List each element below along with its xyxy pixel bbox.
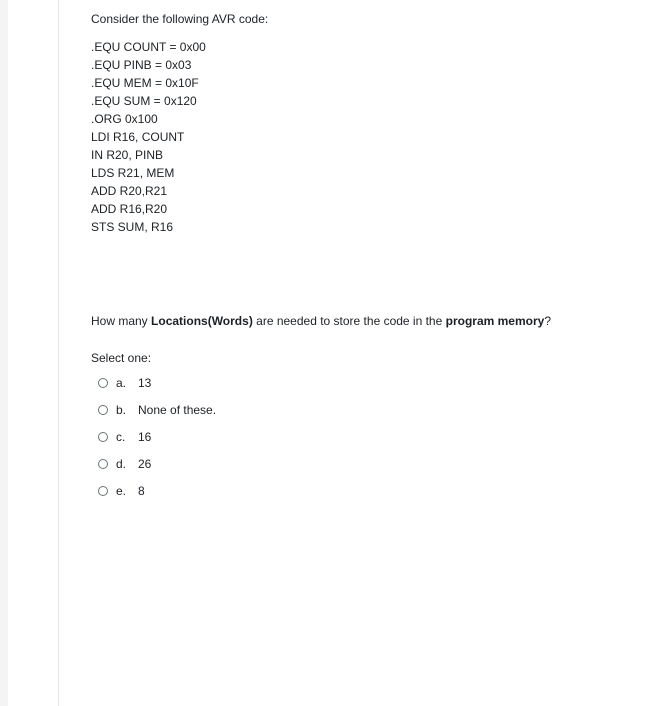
code-line: .ORG 0x100 <box>91 112 158 126</box>
prompt-bold-locations: Locations(Words) <box>151 314 253 328</box>
radio-button-icon[interactable] <box>98 459 108 469</box>
code-line: ADD R16,R20 <box>91 202 168 216</box>
radio-button-icon[interactable] <box>98 378 108 388</box>
answer-options <box>91 369 631 504</box>
option-text: 13 <box>138 375 152 390</box>
radio-button-icon[interactable] <box>98 405 108 415</box>
code-line: .EQU MEM = 0x10F <box>91 76 199 90</box>
prompt-text: How many <box>91 314 152 328</box>
answer-option-d[interactable] <box>91 450 631 477</box>
answer-option-b[interactable] <box>91 396 631 423</box>
code-line: .EQU PINB = 0x03 <box>91 58 192 72</box>
option-letter: a. <box>116 375 127 390</box>
radio-button-icon[interactable] <box>98 432 108 442</box>
prompt-bold-program-memory: program memory <box>445 314 545 328</box>
code-line: IN R20, PINB <box>91 148 164 162</box>
answer-option-e[interactable] <box>91 477 631 504</box>
prompt-text: are needed to store the code in the <box>252 314 446 328</box>
code-line: .EQU COUNT = 0x00 <box>91 40 206 54</box>
code-line: .EQU SUM = 0x120 <box>91 94 197 108</box>
option-text: 16 <box>138 429 152 444</box>
option-text: 26 <box>138 456 152 471</box>
option-letter: b. <box>116 402 127 417</box>
code-block <box>91 38 631 236</box>
code-line: ADD R20,R21 <box>91 184 168 198</box>
option-text: 8 <box>138 483 145 498</box>
code-line: LDI R16, COUNT <box>91 130 185 144</box>
question-prompt <box>91 312 631 330</box>
select-one-label: Select one: <box>91 351 152 365</box>
prompt-text: ? <box>544 314 552 328</box>
option-letter: e. <box>116 483 127 498</box>
code-line: STS SUM, R16 <box>91 220 174 234</box>
radio-button-icon[interactable] <box>98 486 108 496</box>
question-intro: Consider the following AVR code: <box>91 12 269 26</box>
page-left-margin <box>0 0 8 706</box>
option-letter: c. <box>116 429 126 444</box>
question-block <box>91 10 631 504</box>
answer-option-c[interactable] <box>91 423 631 450</box>
content-left-border <box>58 0 59 706</box>
answer-option-a[interactable] <box>91 369 631 396</box>
option-text: None of these. <box>138 402 217 417</box>
option-letter: d. <box>116 456 127 471</box>
code-line: LDS R21, MEM <box>91 166 175 180</box>
